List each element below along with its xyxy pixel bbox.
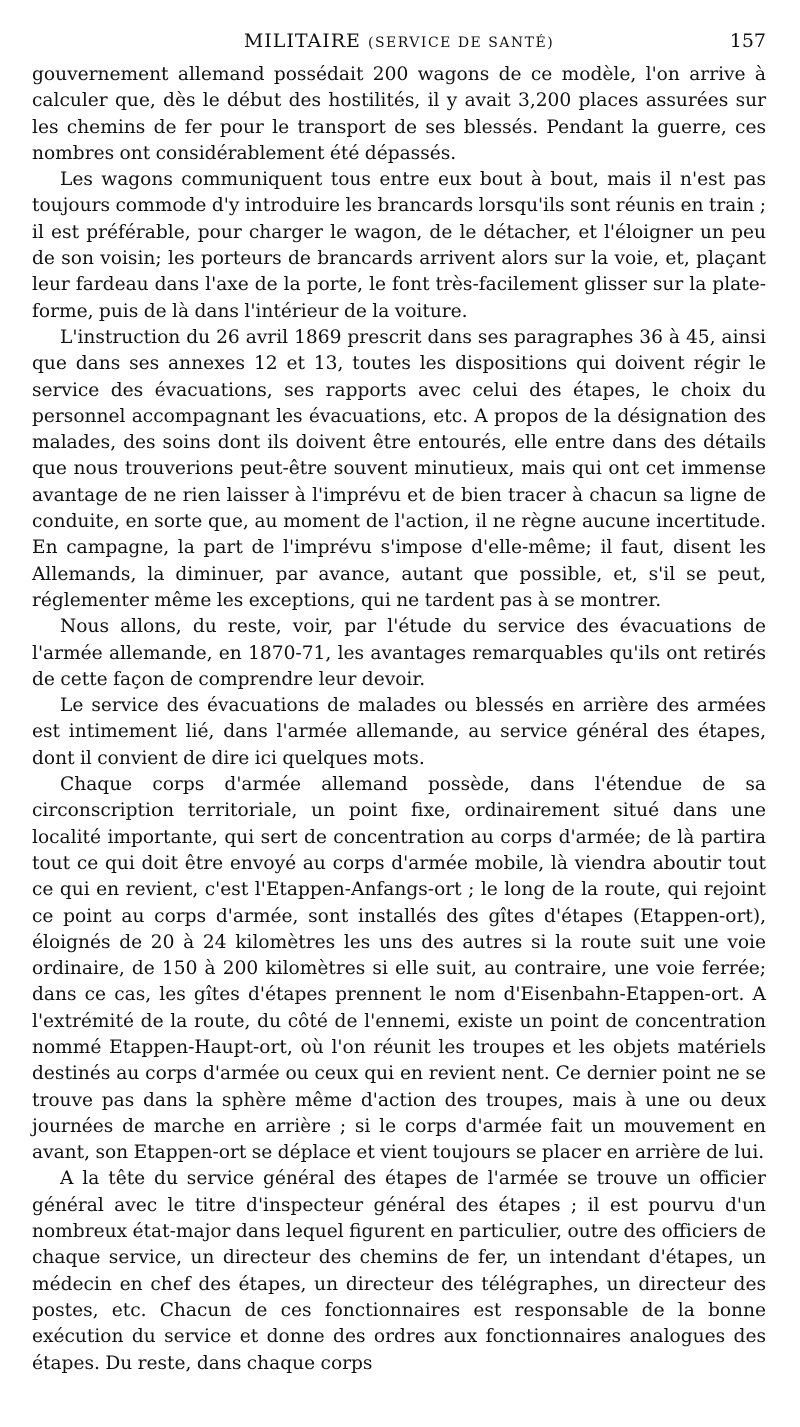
paragraph: gouvernement allemand possédait 200 wagons de ce modèle, l'on arrive à calculer que, dès le début des hostilités, il y avait 3,200 places assurées sur les chemins de fer pour le transport de ses blessés. Pendant la guerre, ces nombres ont considérablement été dépassés. — [32, 64, 766, 164]
paragraph: Chaque corps d'armée allemand possède, dans l'étendue de sa circonscription territoriale, un point fixe, ordinairement situé dans une localité importante, qui sert de concentration au corps d'armée; de là partira tout ce qui doit être envoyé au corps d'armée mobile, là viendra aboutir tout ce qui en revient, c'est l'Etappen-Anfangs-ort ; le long de la route, qui rejoint ce point au corps d'armée, sont installés des gîtes d'étapes (Etappen-ort), éloignés de 20 à 24 kilomètres les uns des autres si la route suit une voie ordinaire, de 150 à 200 kilomètres si elle suit, au contraire, une voie ferrée; dans ce cas, les gîtes d'étapes prennent le nom d'Eisenbahn-Etappen-ort. A l'extrémité de la route, du côté de l'ennemi, existe un point de concentration nommé Etappen-Haupt-ort, où l'on réunit les troupes et les objets matériels destinés au corps d'armée ou ceux qui en revient nent. Ce dernier point ne se trouve pas dans la sphère même d'action des troupes, mais à une ou deux journées de marche en arrière ; si le corps d'armée fait un mouvement en avant, son Etappen-ort se déplace et vient toujours se placer en arrière de lui. — [32, 774, 766, 1164]
paragraph: Nous allons, du reste, voir, par l'étude du service des évacuations de l'armée allemande, en 1870-71, les avantages remarquables qu'ils ont retirés de cette façon de comprendre leur devoir. — [32, 616, 766, 690]
paragraph: A la tête du service général des étapes de l'armée se trouve un officier général avec le titre d'inspecteur général des étapes ; il est pourvu d'un nombreux état-major dans lequel figurent en particulier, outre des officiers de chaque service, un directeur des chemins de fer, un intendant d'étapes, un médecin en chef des étapes, un directeur des télégraphes, un directeur des postes, etc. Chacun de ces fonctionnaires est responsable de la bonne exécution du service et donne des ordres aux fonctionnaires analogues des étapes. Du reste, dans chaque corps — [32, 1168, 766, 1374]
running-header — [32, 30, 766, 60]
paragraph: Le service des évacuations de malades ou blessés en arrière des armées est intimement lié, dans l'armée allemande, au service général des étapes, dont il convient de dire ici quelques mots. — [32, 695, 766, 769]
running-title — [32, 30, 766, 52]
page-number: 157 — [729, 30, 766, 52]
paragraph: Les wagons communiquent tous entre eux bout à bout, mais il n'est pas toujours commode d'y introduire les brancards lorsqu'ils sont réunis en train ; il est préférable, pour charger le wagon, de le détacher, et l'éloigner un peu de son voisin; les porteurs de brancards arrivent alors sur la voie, et, plaçant leur fardeau dans l'axe de la porte, le font très-facilement glisser sur la plate-forme, puis de là dans l'intérieur de la voiture. — [32, 169, 766, 322]
running-title-main: MILITAIRE — [243, 30, 361, 52]
page-body — [32, 62, 766, 1377]
paragraph: L'instruction du 26 avril 1869 prescrit dans ses paragraphes 36 à 45, ainsi que dans ses annexes 12 et 13, toutes les dispositions qui doivent régir le service des évacuations, ses rapports avec celui des étapes, le choix du personnel accompagnant les évacuations, etc. A propos de la désignation des malades, des soins dont ils doivent être entourés, elle entre dans des détails que nous trouverions peut-être souvent minutieux, mais qui ont cet immense avantage de ne rien laisser à l'imprévu et de bien tracer à chacun sa ligne de conduite, en sorte que, au moment de l'action, il ne règne aucune incertitude. En campagne, la part de l'imprévu s'impose d'elle-même; il faut, disent les Allemands, la diminuer, par avance, autant que possible, et, s'il se peut, réglementer même les exceptions, qui ne tardent pas à se montrer. — [32, 326, 766, 611]
running-title-subtitle: (SERVICE DE SANTÉ) — [367, 35, 555, 51]
